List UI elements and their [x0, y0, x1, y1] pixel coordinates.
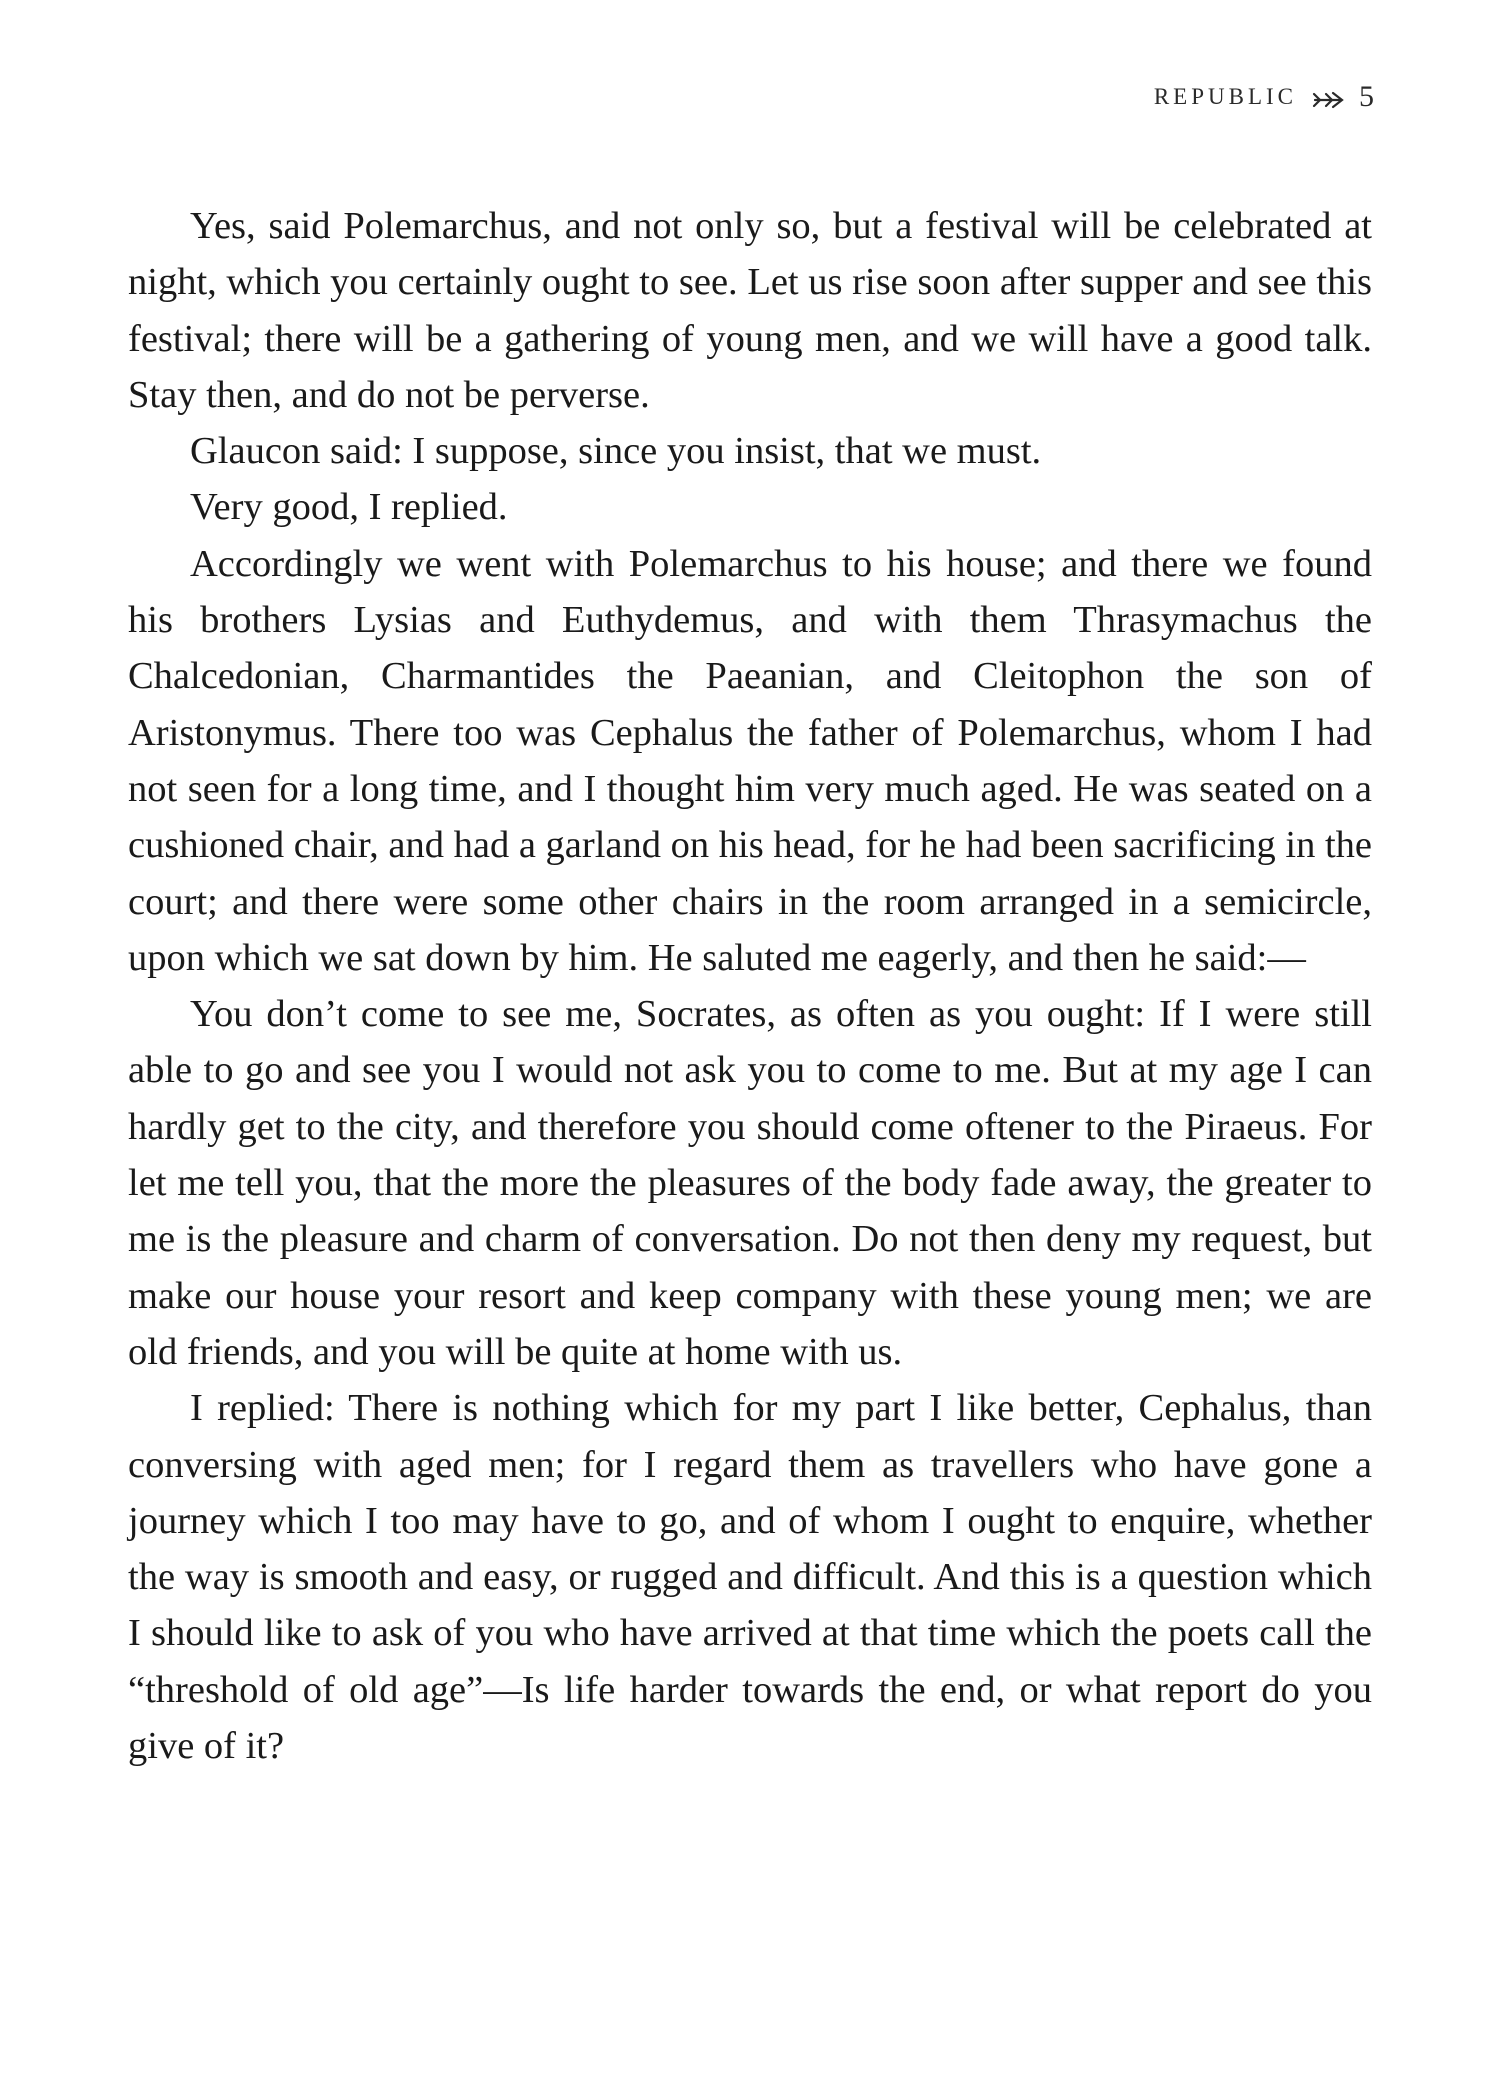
page-number: 5 [1359, 80, 1374, 113]
paragraph: Very good, I replied. [190, 486, 508, 529]
paragraph: I replied: There is nothing which for my part I like better, Cephalus, than conversing with aged men; for I regard them as travellers who have gone a journey which I too may have to go, and of whom I ought to enquire, whether the way is smooth and easy, or rugged and difficult. And this is a question which I should like to ask of you who have arrived at that time which the poets call the “threshold of old age”—Is life harder towards the end, or what report do you give of it? [128, 1387, 1372, 1768]
paragraph: Glaucon said: I suppose, since you insist, that we must. [190, 430, 1042, 473]
paragraph: Accordingly we went with Polemarchus to his house; and there we found his brothers Lysias and Euthydemus, and with them Thrasymachus the Chalcedonian, Charmantides the Paeanian, and Cleitophon the son of Aristonymus. There too was Cephalus the father of Polemarchus, whom I had not seen for a long time, and I thought him very much aged. He was seated on a cushioned chair, and had a garland on his head, for he had been sacrificing in the court; and there were some other chairs in the room arranged in a semicircle, upon which we sat down by him. He saluted me eagerly, and then he said:— [128, 542, 1372, 979]
arrow-ornament-icon [1311, 87, 1345, 107]
running-title: REPUBLIC [1153, 84, 1297, 109]
running-head [1154, 80, 1374, 114]
paragraph: Yes, said Polemarchus, and not only so, but a festival will be celebrated at night, which you certainly ought to see. Let us rise soon after supper and see this festival; there will be a gathering of young men, and we will have a good talk. Stay then, and do not be perverse. [128, 205, 1372, 416]
paragraph: You don’t come to see me, Socrates, as often as you ought: If I were still able to go and see you I would not ask you to come to me. But at my age I can hardly get to the city, and therefore you should come oftener to the Piraeus. For let me tell you, that the more the pleasures of the body fade away, the greater to me is the pleasure and charm of conversation. Do not then deny my request, but make our house your resort and keep company with these young men; we are old friends, and you will be quite at home with us. [128, 993, 1372, 1373]
body-text [128, 198, 1372, 1774]
